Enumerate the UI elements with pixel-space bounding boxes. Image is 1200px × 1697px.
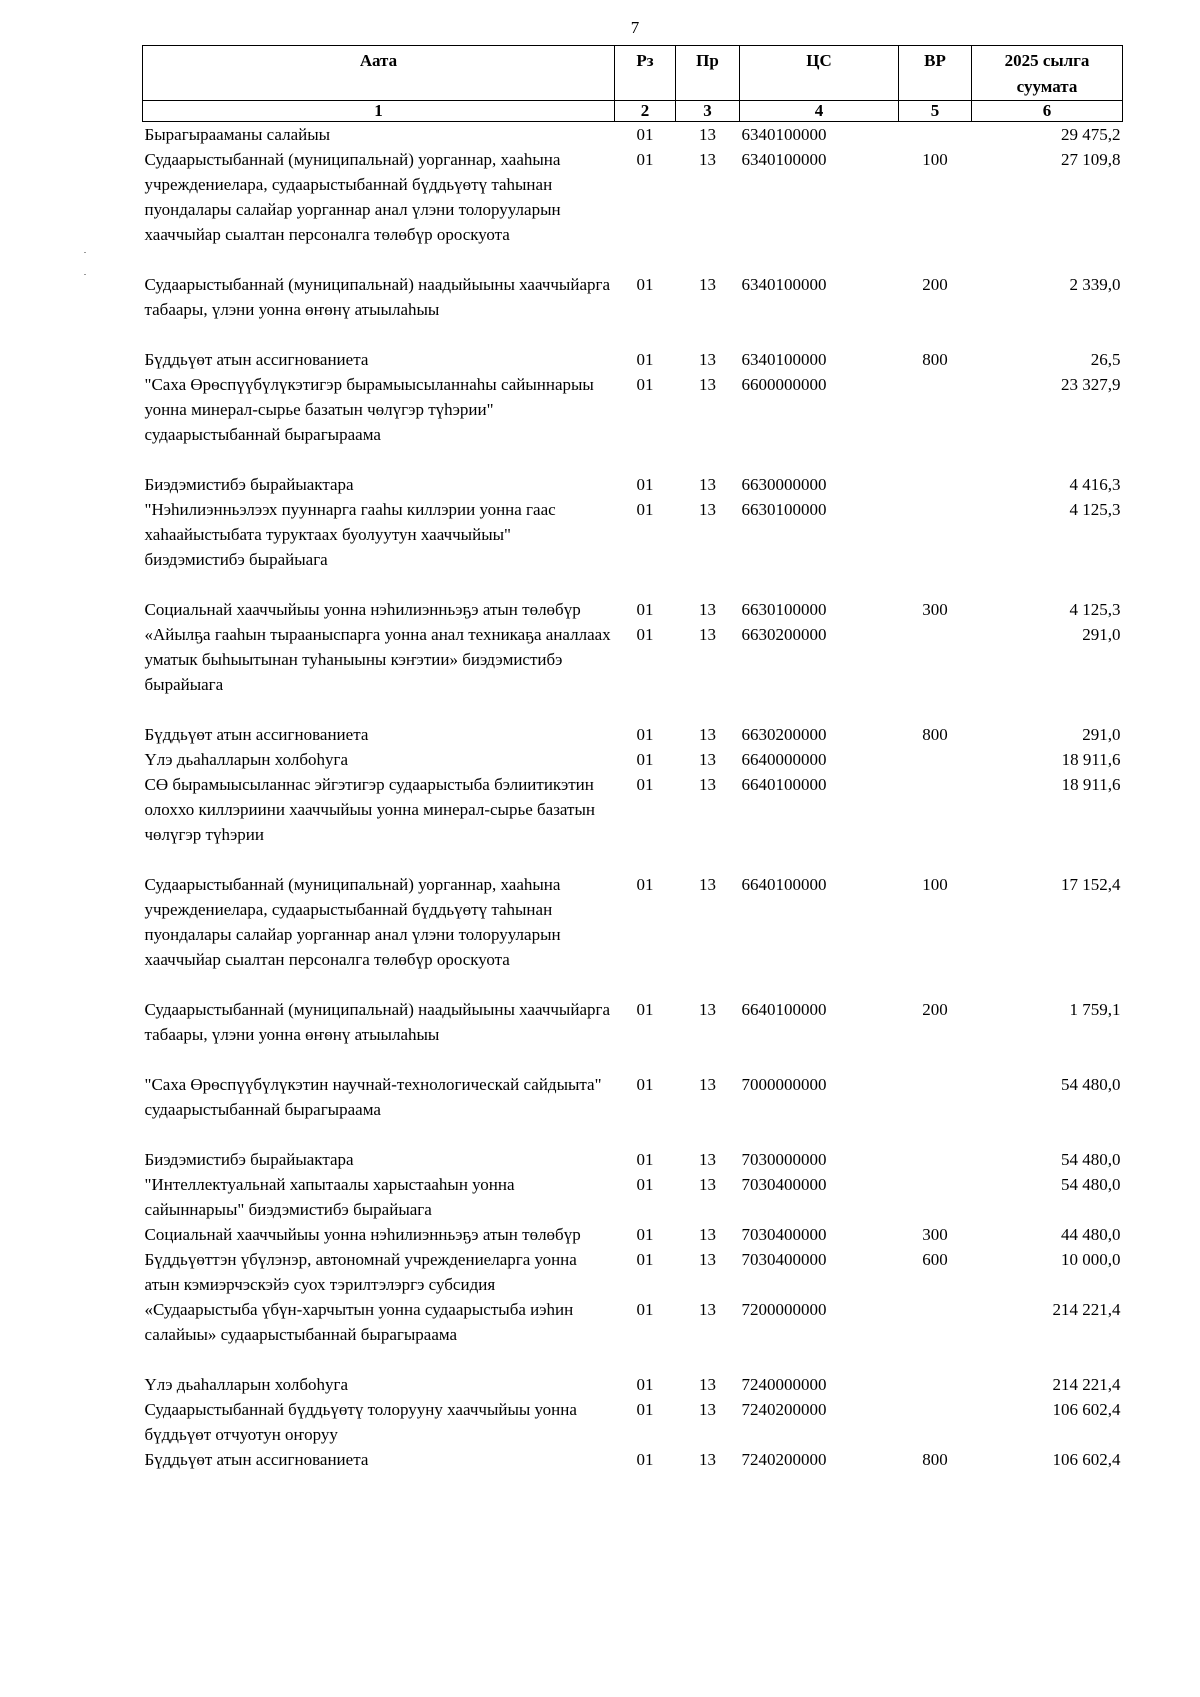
table-row — [143, 1247, 1123, 1297]
cell-sum: 291,0 — [1082, 625, 1121, 644]
cell-rz: 01 — [636, 1075, 654, 1094]
cell-name: Судаарыстыбаннай бүддьүөтү толорууну хааччыйыы уонна бүддьүөт отчуотун оҥоруу — [144, 1400, 577, 1444]
cell-cs: 7240200000 — [741, 1400, 827, 1419]
cell-cs: 6630000000 — [741, 475, 827, 494]
cell-rz: 01 — [636, 1150, 654, 1169]
cell-sum: 10 000,0 — [1061, 1250, 1121, 1269]
cell-pr: 13 — [699, 1375, 716, 1394]
cell-sum: 4 416,3 — [1069, 475, 1121, 494]
cell-pr: 13 — [699, 750, 716, 769]
cell-sum: 18 911,6 — [1061, 775, 1121, 794]
cell-name: «Айылҕа гааһын тырааныспарга уонна анал техникаҕа аналлаах уматык быһыытынан туһаныыны кэҥэтии» биэдэмистибэ бырайыага — [144, 625, 611, 694]
cell-sum: 106 602,4 — [1052, 1400, 1121, 1419]
cell-pr: 13 — [699, 125, 716, 144]
header-row — [143, 46, 1123, 101]
cell-name: Социальнай хааччыйыы уонна нэһилиэнньэҕэ атын төлөбүр — [144, 1225, 581, 1244]
cell-cs: 6630100000 — [741, 600, 827, 619]
cell-sum: 291,0 — [1082, 725, 1121, 744]
cell-name: Судаарыстыбаннай (муниципальнай) уорганнар, хааһына учреждениелара, судаарыстыбаннай бүддьүөтү таһынан пуондалары салайар уорганнар анал үлэни толорууларын хааччыйар сыалтан персоналга төлөбүр ороскуота — [144, 875, 561, 969]
cell-vr: 200 — [922, 1000, 948, 1019]
cell-name: Бүддьүөттэн үбүлэнэр, автономнай учреждениеларга уонна атын кэмиэрчэскэйэ суох тэрилтэлэргэ субсидия — [144, 1250, 577, 1294]
cell-name: Үлэ дьаһалларын холбоһуга — [144, 750, 349, 769]
header-rz: Рз — [615, 46, 676, 101]
cell-rz: 01 — [636, 600, 654, 619]
cell-cs: 6340100000 — [741, 125, 827, 144]
cell-pr: 13 — [699, 1000, 716, 1019]
cell-vr: 300 — [922, 600, 948, 619]
table-row — [143, 122, 1123, 148]
header-vr: ВР — [899, 46, 972, 101]
cell-sum: 23 327,9 — [1061, 375, 1121, 394]
cell-sum: 18 911,6 — [1061, 750, 1121, 769]
cell-sum: 44 480,0 — [1061, 1225, 1121, 1244]
cell-rz: 01 — [636, 275, 654, 294]
cell-pr: 13 — [699, 1250, 716, 1269]
cell-rz: 01 — [636, 350, 654, 369]
cell-name: Судаарыстыбаннай (муниципальнай) наадыйыыны хааччыйарга табаары, үлэни уонна өҥөнү атыылаһыы — [144, 275, 611, 319]
column-number-row — [143, 101, 1123, 122]
column-number: 1 — [143, 101, 615, 122]
cell-vr — [899, 1147, 972, 1172]
table-row — [143, 372, 1123, 472]
cell-sum: 4 125,3 — [1069, 600, 1121, 619]
cell-pr: 13 — [699, 1075, 716, 1094]
cell-vr: 100 — [922, 150, 948, 169]
cell-rz: 01 — [636, 125, 654, 144]
header-pr: Пр — [676, 46, 740, 101]
cell-vr — [899, 747, 972, 772]
table-row — [143, 472, 1123, 497]
cell-vr — [899, 1072, 972, 1147]
cell-rz: 01 — [636, 500, 654, 519]
column-number: 6 — [972, 101, 1123, 122]
cell-pr: 13 — [699, 1150, 716, 1169]
cell-sum: 54 480,0 — [1061, 1075, 1121, 1094]
cell-pr: 13 — [699, 375, 716, 394]
cell-rz: 01 — [636, 1375, 654, 1394]
cell-sum: 54 480,0 — [1061, 1175, 1121, 1194]
cell-name: Биэдэмистибэ бырайыактара — [144, 475, 354, 494]
cell-sum: 214 221,4 — [1052, 1300, 1121, 1319]
cell-vr — [899, 1397, 972, 1447]
cell-name: "Интеллектуальнай хапытаалы харыстааһын уонна сайыннарыы" биэдэмистибэ бырайыага — [144, 1175, 515, 1219]
margin-mark — [84, 274, 86, 275]
cell-sum: 106 602,4 — [1052, 1450, 1121, 1469]
margin-mark — [84, 252, 86, 253]
column-number: 3 — [676, 101, 740, 122]
table-body — [143, 122, 1123, 1473]
cell-pr: 13 — [699, 1450, 716, 1469]
cell-vr: 200 — [922, 275, 948, 294]
header-sum: 2025 сылга суумата — [972, 46, 1123, 101]
cell-cs: 6630200000 — [741, 625, 827, 644]
cell-sum: 1 759,1 — [1069, 1000, 1121, 1019]
cell-pr: 13 — [699, 475, 716, 494]
budget-table — [142, 45, 1123, 1472]
cell-sum: 29 475,2 — [1061, 125, 1121, 144]
cell-pr: 13 — [699, 1175, 716, 1194]
table-row — [143, 997, 1123, 1072]
cell-pr: 13 — [699, 775, 716, 794]
cell-cs: 6630200000 — [741, 725, 827, 744]
cell-name: "Нэһилиэнньэлээх пууннарга гааһы киллэрии уонна гаас хаһаайыстыбата туруктаах буолуутун хааччыйыы" биэдэмистибэ бырайыага — [144, 500, 556, 569]
cell-cs: 7200000000 — [741, 1300, 827, 1319]
cell-name: Судаарыстыбаннай (муниципальнай) уорганнар, хааһына учреждениелара, судаарыстыбаннай бүддьүөтү таһынан пуондалары салайар уорганнар анал үлэни толорууларын хааччыйар сыалтан персоналга төлөбүр ороскуота — [144, 150, 561, 244]
cell-cs: 6340100000 — [741, 350, 827, 369]
cell-pr: 13 — [699, 150, 716, 169]
cell-rz: 01 — [636, 475, 654, 494]
column-number: 4 — [740, 101, 899, 122]
cell-name: "Саха Өрөспүүбүлүкэтигэр бырамыысыланнаһы сайыннарыы уонна минерал-сырье базатын чөлүгэр түһэрии" судаарыстыбаннай бырагыраама — [144, 375, 594, 444]
cell-pr: 13 — [699, 600, 716, 619]
cell-vr — [899, 1372, 972, 1397]
cell-cs: 7000000000 — [741, 1075, 827, 1094]
cell-vr: 800 — [922, 725, 948, 744]
cell-pr: 13 — [699, 350, 716, 369]
cell-name: Бүддьүөт атын ассигнованиета — [144, 350, 369, 369]
cell-sum: 27 109,8 — [1061, 150, 1121, 169]
cell-vr: 800 — [922, 350, 948, 369]
cell-pr: 13 — [699, 725, 716, 744]
cell-cs: 7030400000 — [741, 1225, 827, 1244]
column-number: 2 — [615, 101, 676, 122]
table-row — [143, 272, 1123, 347]
cell-sum: 26,5 — [1090, 350, 1121, 369]
cell-rz: 01 — [636, 875, 654, 894]
cell-cs: 6600000000 — [741, 375, 827, 394]
cell-cs: 6640100000 — [741, 775, 827, 794]
cell-sum: 214 221,4 — [1052, 1375, 1121, 1394]
table-row — [143, 772, 1123, 872]
cell-cs: 7240000000 — [741, 1375, 827, 1394]
cell-vr: 100 — [922, 875, 948, 894]
cell-rz: 01 — [636, 1450, 654, 1469]
cell-name: Бүддьүөт атын ассигнованиета — [144, 1450, 369, 1469]
cell-rz: 01 — [636, 750, 654, 769]
header-cs: ЦС — [740, 46, 899, 101]
cell-cs: 6340100000 — [741, 275, 827, 294]
table-row — [143, 147, 1123, 272]
cell-pr: 13 — [699, 1400, 716, 1419]
cell-name: Үлэ дьаһалларын холбоһуга — [144, 1375, 349, 1394]
cell-cs: 7030400000 — [741, 1175, 827, 1194]
cell-vr: 600 — [922, 1250, 948, 1269]
cell-rz: 01 — [636, 1250, 654, 1269]
cell-vr: 300 — [922, 1225, 948, 1244]
cell-vr — [899, 497, 972, 597]
cell-pr: 13 — [699, 875, 716, 894]
cell-name: Бүддьүөт атын ассигнованиета — [144, 725, 369, 744]
table-row — [143, 872, 1123, 997]
cell-cs: 6640000000 — [741, 750, 827, 769]
cell-pr: 13 — [699, 1225, 716, 1244]
cell-rz: 01 — [636, 1175, 654, 1194]
table-row — [143, 597, 1123, 622]
cell-cs: 7030400000 — [741, 1250, 827, 1269]
cell-pr: 13 — [699, 1300, 716, 1319]
cell-rz: 01 — [636, 1000, 654, 1019]
cell-rz: 01 — [636, 150, 654, 169]
cell-name: СӨ бырамыысыланнас эйгэтигэр судаарыстыба бэлиитикэтин олоххо киллэриини хааччыйыы уонна минерал-сырье базатын чөлүгэр түһэрии — [144, 775, 595, 844]
table-row — [143, 1072, 1123, 1147]
cell-vr — [899, 622, 972, 722]
table-row — [143, 1447, 1123, 1472]
cell-pr: 13 — [699, 625, 716, 644]
table-row — [143, 622, 1123, 722]
table-row — [143, 1397, 1123, 1447]
table-row — [143, 722, 1123, 747]
cell-rz: 01 — [636, 775, 654, 794]
table-row — [143, 1222, 1123, 1247]
cell-name: Судаарыстыбаннай (муниципальнай) наадыйыыны хааччыйарга табаары, үлэни уонна өҥөнү атыылаһыы — [144, 1000, 611, 1044]
cell-sum: 4 125,3 — [1069, 500, 1121, 519]
cell-rz: 01 — [636, 1300, 654, 1319]
cell-pr: 13 — [699, 500, 716, 519]
header-name: Аата — [143, 46, 615, 101]
cell-vr — [899, 1297, 972, 1372]
cell-rz: 01 — [636, 1400, 654, 1419]
cell-cs: 7030000000 — [741, 1150, 827, 1169]
table-row — [143, 347, 1123, 372]
cell-vr: 800 — [922, 1450, 948, 1469]
table-row — [143, 497, 1123, 597]
table-row — [143, 1172, 1123, 1222]
cell-sum: 2 339,0 — [1069, 275, 1121, 294]
cell-vr — [899, 472, 972, 497]
cell-vr — [899, 772, 972, 872]
cell-name: Биэдэмистибэ бырайыактара — [144, 1150, 354, 1169]
cell-sum: 54 480,0 — [1061, 1150, 1121, 1169]
cell-cs: 6630100000 — [741, 500, 827, 519]
table-row — [143, 1297, 1123, 1372]
cell-cs: 6340100000 — [741, 150, 827, 169]
column-number: 5 — [899, 101, 972, 122]
table-row — [143, 1372, 1123, 1397]
cell-vr — [899, 1172, 972, 1222]
cell-rz: 01 — [636, 725, 654, 744]
cell-name: «Судаарыстыба үбүн-харчытын уонна судаарыстыба иэһин салайыы» судаарыстыбаннай бырагыраама — [144, 1300, 574, 1344]
cell-cs: 6640100000 — [741, 1000, 827, 1019]
cell-name: Бырагырааманы салайыы — [144, 125, 331, 144]
cell-vr — [899, 122, 972, 148]
table-row — [143, 747, 1123, 772]
cell-sum: 17 152,4 — [1061, 875, 1121, 894]
cell-rz: 01 — [636, 625, 654, 644]
cell-cs: 7240200000 — [741, 1450, 827, 1469]
cell-name: "Саха Өрөспүүбүлүкэтин научнай-технологическай сайдыыта" судаарыстыбаннай бырагыраама — [144, 1075, 602, 1119]
cell-rz: 01 — [636, 1225, 654, 1244]
cell-name: Социальнай хааччыйыы уонна нэһилиэнньэҕэ атын төлөбүр — [144, 600, 581, 619]
cell-cs: 6640100000 — [741, 875, 827, 894]
cell-rz: 01 — [636, 375, 654, 394]
cell-vr — [899, 372, 972, 472]
cell-pr: 13 — [699, 275, 716, 294]
page-number: 7 — [630, 18, 640, 37]
table-row — [143, 1147, 1123, 1172]
